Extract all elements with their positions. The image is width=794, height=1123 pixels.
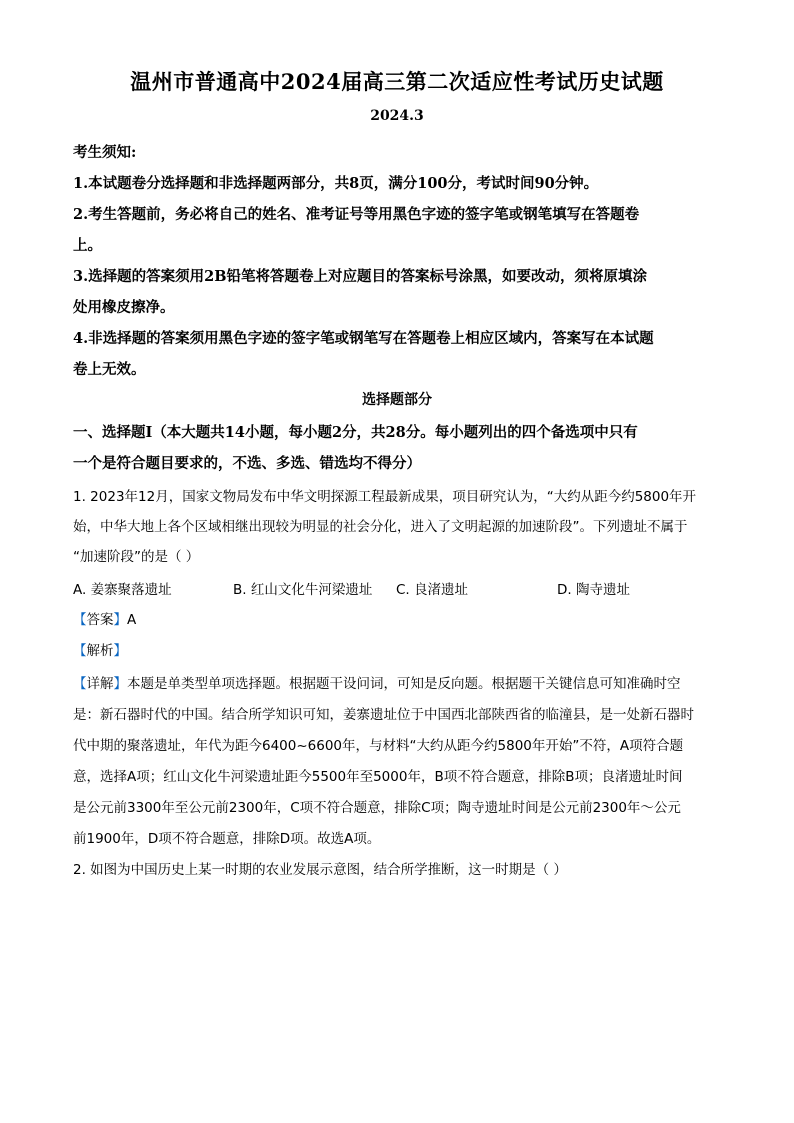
answer-bracket-close: 】 bbox=[113, 612, 127, 628]
answer-bracket-open: 【 bbox=[73, 612, 87, 628]
detail-bracket-close: 】 bbox=[113, 676, 127, 692]
detail-first-line bbox=[73, 672, 681, 692]
part-heading: 一个是符合题目要求的，不选、多选、错选均不得分） bbox=[73, 455, 421, 472]
analysis-label: 解析 bbox=[86, 643, 114, 659]
question-1-stem: “加速阶段”的是（ ） bbox=[73, 549, 200, 565]
section-title: 选择题部分 bbox=[362, 392, 432, 408]
analysis-bracket-close: 】 bbox=[113, 643, 127, 659]
answer-value: A bbox=[127, 612, 137, 628]
answer-label: 答案 bbox=[86, 612, 114, 628]
notice-line: 4.非选择题的答案须用黑色字迹的签字笔或钢笔写在答题卷上相应区域内，答案写在本试题 bbox=[73, 330, 654, 347]
detail-line: 是公元前3300年至公元前2300年，C项不符合题意，排除C项；陶寺遗址时间是公元前2300年～公元 bbox=[73, 800, 681, 816]
question-1-stem: 始，中华大地上各个区域相继出现较为明显的社会分化，进入了文明起源的加速阶段”。下列遗址不属于 bbox=[73, 519, 688, 535]
detail-label: 详解 bbox=[86, 676, 114, 692]
analysis-bracket-open: 【 bbox=[73, 643, 87, 659]
exam-date: 2024.3 bbox=[370, 108, 424, 124]
notice-line: 上。 bbox=[73, 237, 102, 254]
question-2-stem: 2. 如图为中国历史上某一时期的农业发展示意图，结合所学推断，这一时期是（ ） bbox=[73, 862, 567, 878]
part-heading: 一、选择题Ⅰ（本大题共14小题，每小题2分，共28分。每小题列出的四个备选项中只有 bbox=[73, 424, 638, 441]
page-title: 温州市普通高中2024届高三第二次适应性考试历史试题 bbox=[130, 69, 664, 94]
notice-line: 1.本试题卷分选择题和非选择题两部分，共8页，满分100分，考试时间90分钟。 bbox=[73, 175, 599, 192]
option-d: D. 陶寺遗址 bbox=[557, 582, 630, 598]
detail-text: 本题是单类型单项选择题。根据题干设问词，可知是反向题。根据题干关键信息可知准确时空 bbox=[127, 676, 681, 692]
detail-bracket-open: 【 bbox=[73, 676, 87, 692]
detail-line: 意，选择A项；红山文化牛河梁遗址距今5500年至5000年，B项不符合题意，排除B项；良渚遗址时间 bbox=[73, 769, 683, 785]
answer-line bbox=[73, 608, 136, 628]
notice-heading: 考生须知: bbox=[73, 144, 137, 161]
question-1-stem: 1. 2023年12月，国家文物局发布中华文明探源工程最新成果，项目研究认为，“大约从距今约5800年开 bbox=[73, 489, 697, 505]
analysis-line bbox=[73, 639, 127, 659]
notice-line: 卷上无效。 bbox=[73, 361, 146, 378]
detail-line: 是：新石器时代的中国。结合所学知识可知，姜寨遗址位于中国西北部陕西省的临潼县，是一处新石器时 bbox=[73, 707, 694, 723]
detail-line: 前1900年，D项不符合题意，排除D项。故选A项。 bbox=[73, 831, 381, 847]
detail-line: 代中期的聚落遗址，年代为距今6400~6600年，与材料“大约从距今约5800年开始”不符，A项符合题 bbox=[73, 738, 684, 754]
notice-line: 处用橡皮擦净。 bbox=[73, 299, 175, 316]
notice-line: 2.考生答题前，务必将自己的姓名、准考证号等用黑色字迹的签字笔或钢笔填写在答题卷 bbox=[73, 206, 640, 223]
option-a: A. 姜寨聚落遗址 bbox=[73, 582, 172, 598]
option-b: B. 红山文化牛河梁遗址 bbox=[233, 582, 373, 598]
notice-line: 3.选择题的答案须用2B铅笔将答题卷上对应题目的答案标号涂黑，如要改动，须将原填涂 bbox=[73, 268, 647, 285]
option-c: C. 良渚遗址 bbox=[396, 582, 469, 598]
